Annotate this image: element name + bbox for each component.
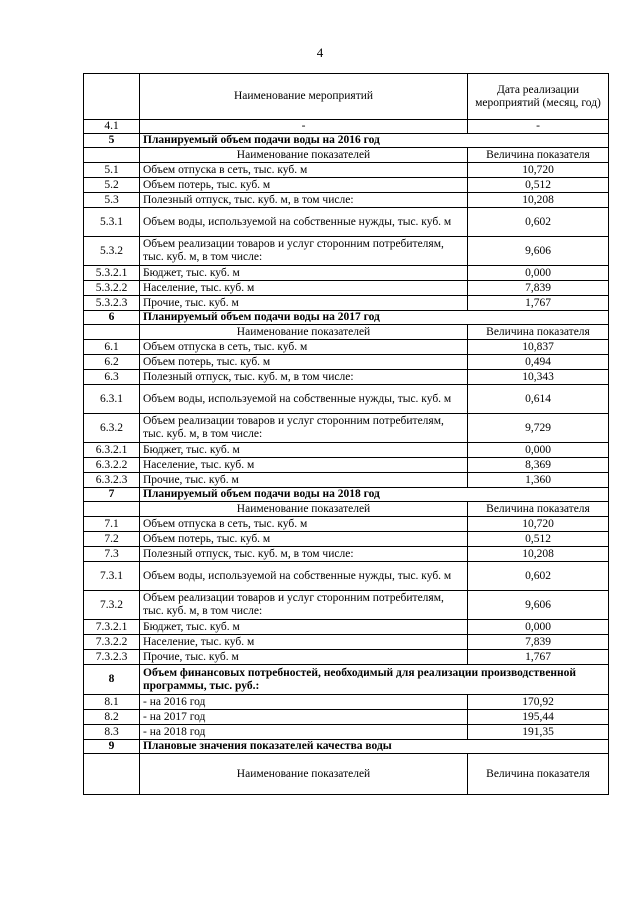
- row-name: Объем реализации товаров и услуг сторонним потребителям, тыс. куб. м, в том числе:: [140, 237, 468, 266]
- section-number: 8: [84, 665, 140, 695]
- indicator-header-number: [84, 754, 140, 795]
- row-value: 0,000: [468, 443, 609, 458]
- row-value: 0,512: [468, 178, 609, 193]
- header-number-cell: [84, 74, 140, 120]
- table-row: [84, 296, 609, 311]
- row-name: Население, тыс. куб. м: [140, 281, 468, 296]
- water-supply-program-table: [83, 73, 609, 795]
- row-name: Полезный отпуск, тыс. куб. м, в том числе:: [140, 547, 468, 562]
- table-header-row: [84, 74, 609, 120]
- section-title: Планируемый объем подачи воды на 2017 год: [140, 311, 609, 325]
- row-value: 7,839: [468, 281, 609, 296]
- section-title: Планируемый объем подачи воды на 2016 год: [140, 134, 609, 148]
- row-value: 0,494: [468, 355, 609, 370]
- row-value: 0,602: [468, 208, 609, 237]
- row-value: 1,767: [468, 296, 609, 311]
- indicator-header-row: [84, 502, 609, 517]
- table-row: [84, 355, 609, 370]
- row-value: 195,44: [468, 710, 609, 725]
- section-number: 9: [84, 740, 140, 754]
- row-value: 10,208: [468, 547, 609, 562]
- row-number: 4.1: [84, 120, 140, 134]
- table-row: [84, 120, 609, 134]
- indicator-header-number: [84, 148, 140, 163]
- row-name: - на 2018 год: [140, 725, 468, 740]
- table-row: [84, 443, 609, 458]
- row-name: Объем отпуска в сеть, тыс. куб. м: [140, 340, 468, 355]
- row-name: - на 2016 год: [140, 695, 468, 710]
- row-name: Объем воды, используемой на собственные нужды, тыс. куб. м: [140, 385, 468, 414]
- row-value: 9,606: [468, 591, 609, 620]
- row-number: 6.1: [84, 340, 140, 355]
- indicator-header-name: Наименование показателей: [140, 325, 468, 340]
- row-number: 7.3.2.2: [84, 635, 140, 650]
- row-number: 5.3.2: [84, 237, 140, 266]
- section-title: Плановые значения показателей качества воды: [140, 740, 609, 754]
- row-name: - на 2017 год: [140, 710, 468, 725]
- row-name: Бюджет, тыс. куб. м: [140, 620, 468, 635]
- section-title: Планируемый объем подачи воды на 2018 год: [140, 488, 609, 502]
- section-row: [84, 311, 609, 325]
- row-number: 7.2: [84, 532, 140, 547]
- row-number: 7.3: [84, 547, 140, 562]
- row-value: 9,729: [468, 414, 609, 443]
- table-row: [84, 517, 609, 532]
- table-row: [84, 473, 609, 488]
- row-value: 1,767: [468, 650, 609, 665]
- row-value: 10,343: [468, 370, 609, 385]
- row-value: 9,606: [468, 237, 609, 266]
- row-name: Полезный отпуск, тыс. куб. м, в том числе:: [140, 370, 468, 385]
- row-value: 0,000: [468, 266, 609, 281]
- row-number: 6.3.2: [84, 414, 140, 443]
- row-name: Население, тыс. куб. м: [140, 635, 468, 650]
- row-number: 5.2: [84, 178, 140, 193]
- indicator-header-row: [84, 148, 609, 163]
- row-name: Прочие, тыс. куб. м: [140, 650, 468, 665]
- row-name: Объем потерь, тыс. куб. м: [140, 532, 468, 547]
- section-row: [84, 665, 609, 695]
- table-row: [84, 193, 609, 208]
- row-value: 0,000: [468, 620, 609, 635]
- table-row: [84, 237, 609, 266]
- indicator-header-name: Наименование показателей: [140, 502, 468, 517]
- table-row: [84, 562, 609, 591]
- row-number: 7.3.2: [84, 591, 140, 620]
- section-row: [84, 134, 609, 148]
- row-value: 0,614: [468, 385, 609, 414]
- row-number: 8.3: [84, 725, 140, 740]
- row-value: 0,602: [468, 562, 609, 591]
- row-value: 7,839: [468, 635, 609, 650]
- row-name: Бюджет, тыс. куб. м: [140, 266, 468, 281]
- row-value: 10,837: [468, 340, 609, 355]
- row-number: 6.3.1: [84, 385, 140, 414]
- row-name: Население, тыс. куб. м: [140, 458, 468, 473]
- row-value: 170,92: [468, 695, 609, 710]
- table-row: [84, 458, 609, 473]
- row-number: 6.2: [84, 355, 140, 370]
- row-value: 191,35: [468, 725, 609, 740]
- row-name: Объем потерь, тыс. куб. м: [140, 355, 468, 370]
- indicator-header-value: Величина показателя: [468, 148, 609, 163]
- table-row: [84, 178, 609, 193]
- row-name: Объем воды, используемой на собственные нужды, тыс. куб. м: [140, 562, 468, 591]
- header-date-cell: Дата реализации мероприятий (месяц, год): [468, 74, 609, 120]
- row-number: 8.1: [84, 695, 140, 710]
- section-title: Объем финансовых потребностей, необходимый для реализации производственной программы, тыс. руб.:: [140, 665, 609, 695]
- indicator-header-name: Наименование показателей: [140, 754, 468, 795]
- row-name: Бюджет, тыс. куб. м: [140, 443, 468, 458]
- table-row: [84, 208, 609, 237]
- row-value: 10,720: [468, 163, 609, 178]
- row-number: 7.3.2.1: [84, 620, 140, 635]
- table-row: [84, 695, 609, 710]
- row-number: 6.3.2.1: [84, 443, 140, 458]
- section-row: [84, 488, 609, 502]
- row-number: 8.2: [84, 710, 140, 725]
- row-number: 5.3.2.1: [84, 266, 140, 281]
- table-row: [84, 532, 609, 547]
- section-row: [84, 740, 609, 754]
- row-name: Объем воды, используемой на собственные нужды, тыс. куб. м: [140, 208, 468, 237]
- row-name: Объем отпуска в сеть, тыс. куб. м: [140, 517, 468, 532]
- row-value: 10,208: [468, 193, 609, 208]
- row-number: 7.3.1: [84, 562, 140, 591]
- row-number: 6.3.2.3: [84, 473, 140, 488]
- table-row: [84, 340, 609, 355]
- table-row: [84, 620, 609, 635]
- table-row: [84, 281, 609, 296]
- header-name-cell: Наименование мероприятий: [140, 74, 468, 120]
- indicator-header-value: Величина показателя: [468, 502, 609, 517]
- page-number: 4: [316, 45, 324, 60]
- row-number: 6.3: [84, 370, 140, 385]
- row-name: Прочие, тыс. куб. м: [140, 473, 468, 488]
- indicator-header-number: [84, 325, 140, 340]
- row-number: 5.3.1: [84, 208, 140, 237]
- indicator-header-row: [84, 754, 609, 795]
- row-number: 5.3: [84, 193, 140, 208]
- row-number: 6.3.2.2: [84, 458, 140, 473]
- indicator-header-name: Наименование показателей: [140, 148, 468, 163]
- row-name: Объем потерь, тыс. куб. м: [140, 178, 468, 193]
- row-value: 8,369: [468, 458, 609, 473]
- row-number: 7.3.2.3: [84, 650, 140, 665]
- table-row: [84, 370, 609, 385]
- table-row: [84, 414, 609, 443]
- table-row: [84, 385, 609, 414]
- table-row: [84, 725, 609, 740]
- table-row: [84, 710, 609, 725]
- row-name: Объем отпуска в сеть, тыс. куб. м: [140, 163, 468, 178]
- row-value: 10,720: [468, 517, 609, 532]
- table-row: [84, 266, 609, 281]
- table-row: [84, 547, 609, 562]
- row-name: -: [140, 120, 468, 134]
- indicator-header-number: [84, 502, 140, 517]
- indicator-header-value: Величина показателя: [468, 325, 609, 340]
- row-number: 7.1: [84, 517, 140, 532]
- indicator-header-value: Величина показателя: [468, 754, 609, 795]
- row-name: Объем реализации товаров и услуг сторонним потребителям, тыс. куб. м, в том числе:: [140, 414, 468, 443]
- row-value: 0,512: [468, 532, 609, 547]
- section-number: 6: [84, 311, 140, 325]
- section-number: 5: [84, 134, 140, 148]
- row-value: 1,360: [468, 473, 609, 488]
- table-row: [84, 163, 609, 178]
- row-value: -: [468, 120, 609, 134]
- row-number: 5.3.2.3: [84, 296, 140, 311]
- section-number: 7: [84, 488, 140, 502]
- table-row: [84, 635, 609, 650]
- row-name: Полезный отпуск, тыс. куб. м, в том числе:: [140, 193, 468, 208]
- table-row: [84, 650, 609, 665]
- row-number: 5.1: [84, 163, 140, 178]
- table-row: [84, 591, 609, 620]
- row-name: Прочие, тыс. куб. м: [140, 296, 468, 311]
- row-name: Объем реализации товаров и услуг сторонним потребителям, тыс. куб. м, в том числе:: [140, 591, 468, 620]
- indicator-header-row: [84, 325, 609, 340]
- row-number: 5.3.2.2: [84, 281, 140, 296]
